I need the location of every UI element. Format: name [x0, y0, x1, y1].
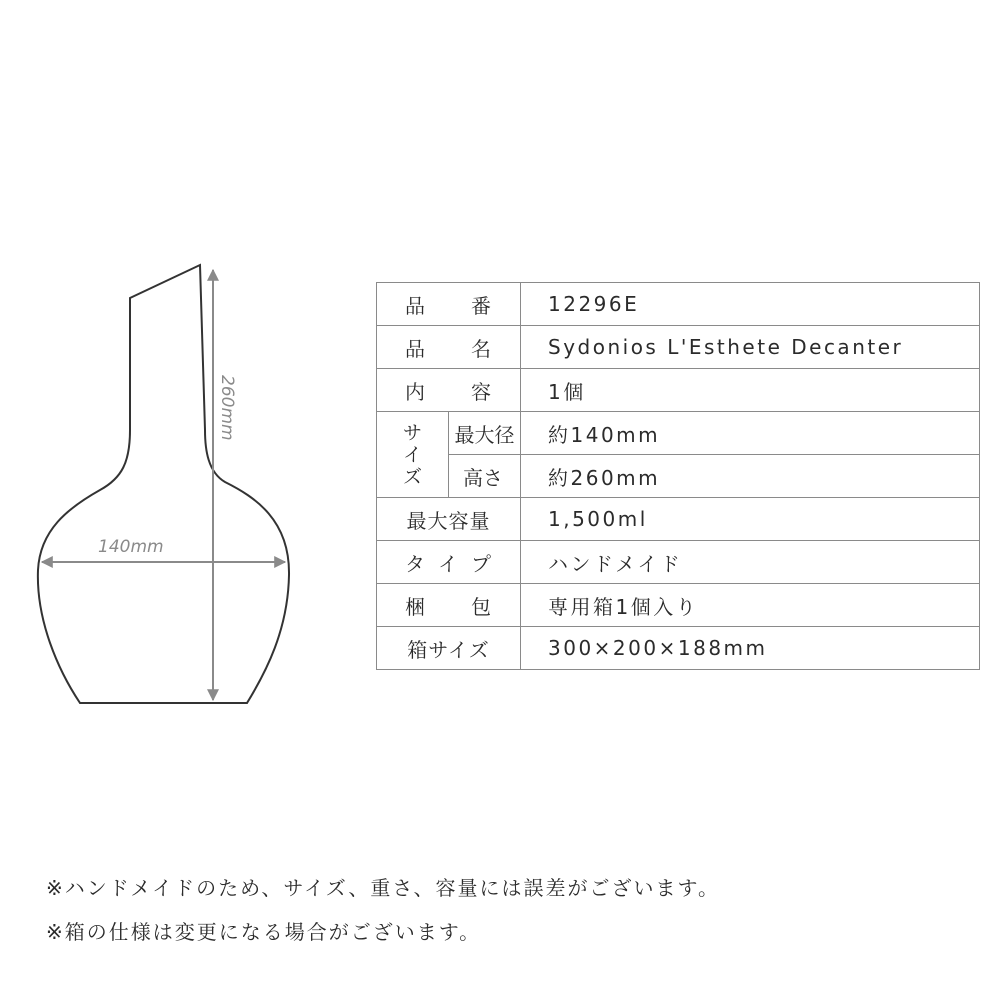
row-label — [377, 541, 521, 584]
decanter-outline — [38, 265, 289, 703]
row-label — [377, 283, 521, 326]
label-char: 内 — [405, 379, 426, 404]
table-row — [377, 283, 980, 326]
table-row — [377, 498, 980, 541]
table-row — [377, 455, 980, 498]
footnotes — [46, 866, 720, 954]
table-row — [377, 326, 980, 369]
label-spread — [377, 591, 520, 620]
label-char: プ — [471, 551, 492, 576]
table-row — [377, 584, 980, 627]
row-value: 約140mm — [521, 412, 980, 455]
label-char: 品 — [405, 293, 426, 318]
spec-table — [376, 282, 980, 670]
row-label: 箱サイズ — [377, 627, 521, 670]
row-value: 1,500ml — [521, 498, 980, 541]
row-label — [377, 584, 521, 627]
footnote: ※ハンドメイドのため、サイズ、重さ、容量には誤差がございます。 — [46, 876, 720, 900]
size-group-label — [377, 412, 449, 498]
label-char: 名 — [471, 336, 492, 361]
row-value: 300×200×188mm — [521, 627, 980, 670]
label-char: 品 — [405, 336, 426, 361]
label-char: イ — [438, 551, 459, 576]
label-char: さ — [483, 465, 503, 490]
table-row — [377, 541, 980, 584]
row-value: ハンドメイド — [521, 541, 980, 584]
row-label: 最大容量 — [377, 498, 521, 541]
label-char: 番 — [471, 293, 492, 318]
label-char: タ — [405, 551, 426, 576]
height-dimension-label: 260mm — [217, 375, 237, 441]
width-dimension-label: 140mm — [98, 537, 164, 557]
size-group-char: イ — [402, 443, 422, 466]
row-label — [377, 369, 521, 412]
label-spread — [377, 548, 520, 577]
footnote: ※箱の仕様は変更になる場合がございます。 — [46, 920, 482, 944]
size-group-char: ズ — [402, 465, 422, 488]
row-value: 専用箱1個入り — [521, 584, 980, 627]
row-value: 約260mm — [521, 455, 980, 498]
table-row — [377, 412, 980, 455]
row-value: 12296E — [521, 283, 980, 326]
table-row — [377, 369, 980, 412]
label-spread — [377, 290, 520, 319]
row-sublabel — [449, 455, 521, 498]
row-value: Sydonios L'Esthete Decanter — [521, 326, 980, 369]
label-spread — [377, 333, 520, 362]
size-group-char: サ — [402, 421, 422, 444]
label-char: 梱 — [405, 594, 426, 619]
label-char: 包 — [471, 594, 492, 619]
decanter-diagram — [0, 0, 320, 760]
row-sublabel: 最大径 — [449, 412, 521, 455]
label-char: 容 — [471, 379, 492, 404]
table-row — [377, 627, 980, 670]
row-label — [377, 326, 521, 369]
row-value: 1個 — [521, 369, 980, 412]
label-spread — [449, 462, 520, 491]
label-char: 高 — [463, 465, 483, 490]
label-spread — [377, 376, 520, 405]
